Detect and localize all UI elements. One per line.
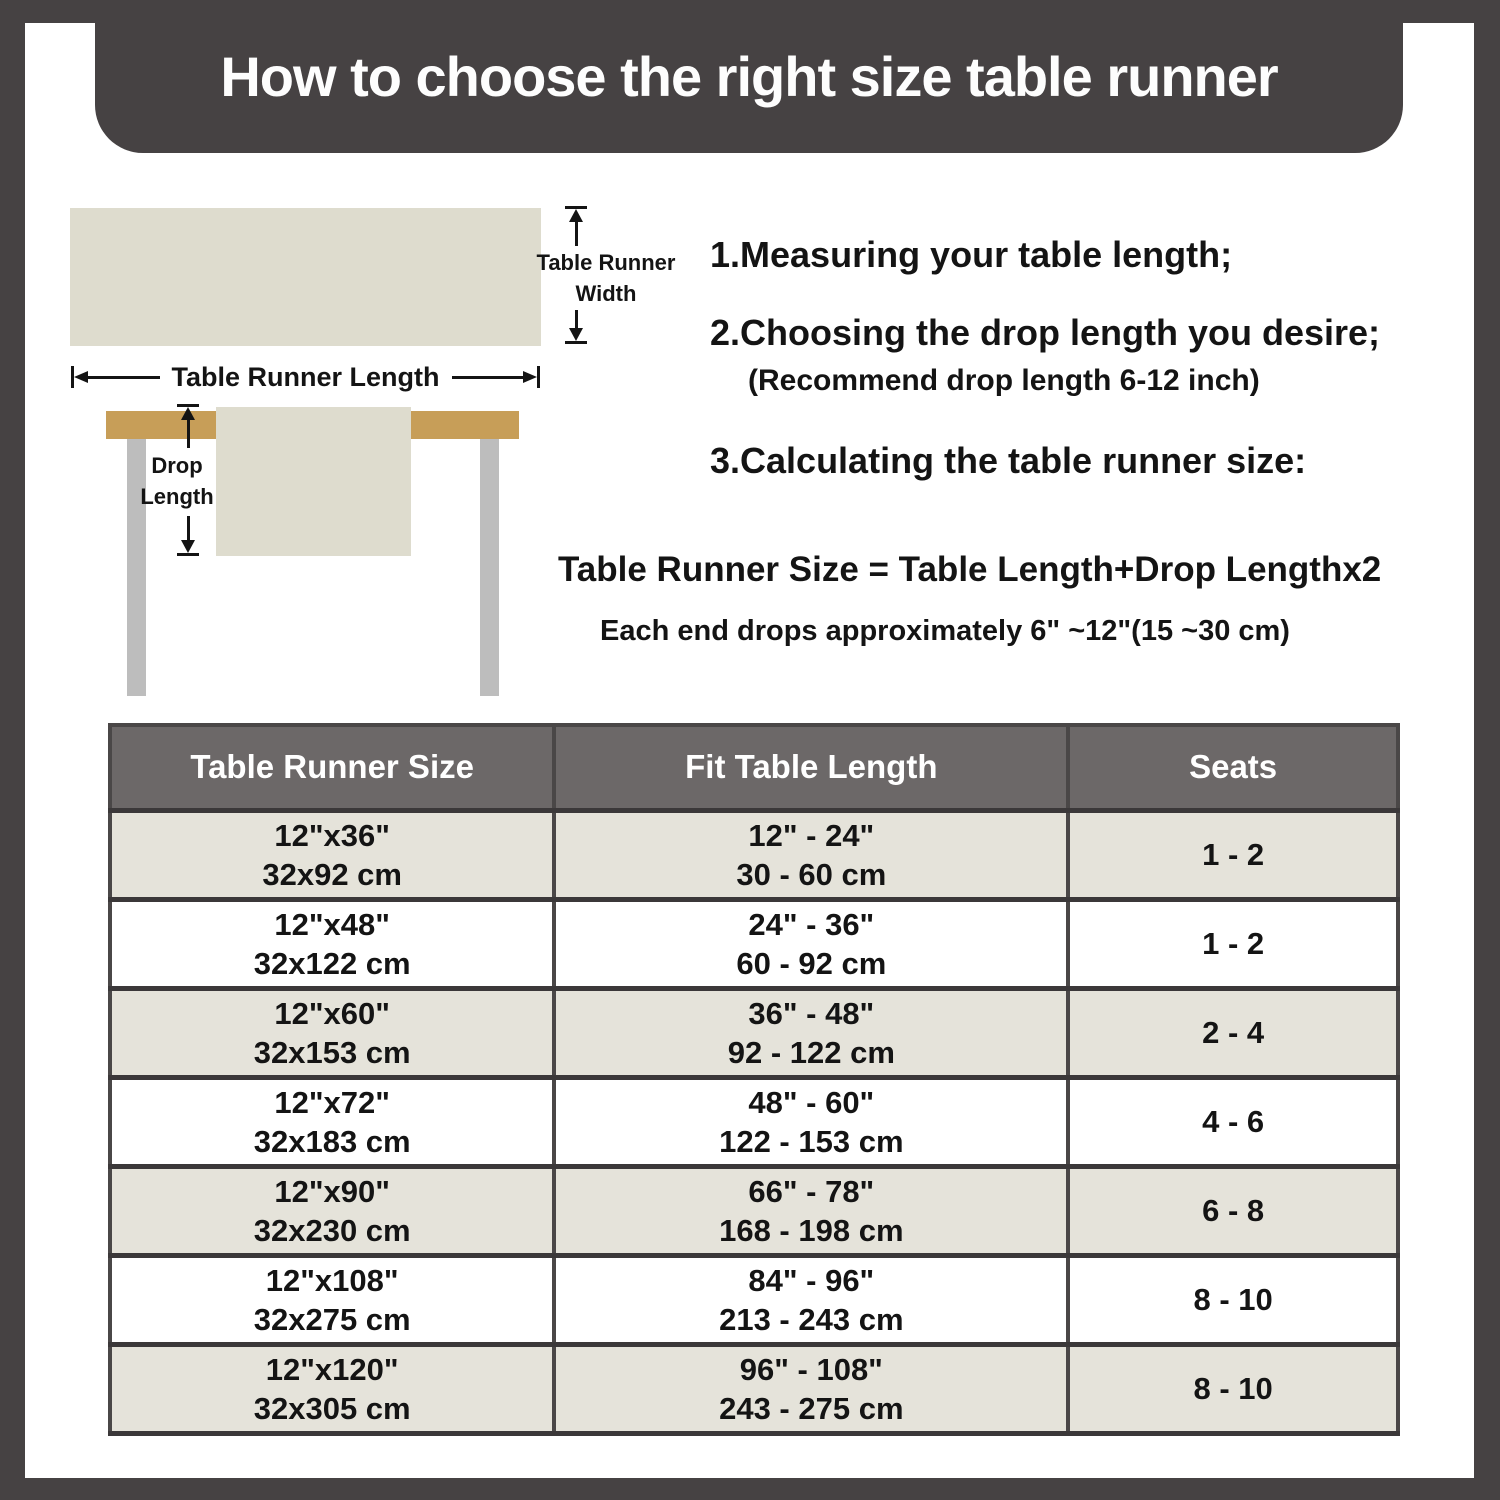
seats-cell: 2 - 4 [1068,988,1398,1077]
width-dimension-arrow-bottom [565,310,587,344]
dimension-line [575,222,578,246]
arrow-up-icon [569,209,583,222]
table-row [110,1344,1398,1433]
dimension-line [575,310,578,328]
size-cell: 12"x108" 32x275 cm [110,1255,554,1344]
seats-cell: 4 - 6 [1068,1077,1398,1166]
size-cell: 12"x36" 32x92 cm [110,810,554,899]
drop-dimension-arrow-top [177,404,199,448]
width-label: Table Runner Width [536,250,676,306]
size-cell: 12"x120" 32x305 cm [110,1344,554,1433]
table-row [110,810,1398,899]
fit-cell: 12" - 24" 30 - 60 cm [554,810,1068,899]
seats-cell: 1 - 2 [1068,810,1398,899]
title-banner [95,0,1403,153]
dimension-line [88,376,160,379]
fit-cell: 96" - 108" 243 - 275 cm [554,1344,1068,1433]
seats-cell: 6 - 8 [1068,1166,1398,1255]
size-cell: 12"x60" 32x153 cm [110,988,554,1077]
arrow-down-icon [181,540,195,553]
dimension-line [452,376,524,379]
dimension-tick [565,341,587,344]
seats-cell: 8 - 10 [1068,1344,1398,1433]
column-header-seats: Seats [1068,725,1398,810]
table-row [110,1255,1398,1344]
size-cell: 12"x72" 32x183 cm [110,1077,554,1166]
fit-cell: 36" - 48" 92 - 122 cm [554,988,1068,1077]
table-leg-right [480,439,499,696]
column-header-fit: Fit Table Length [554,725,1068,810]
length-label: Table Runner Length [171,361,440,392]
step-2: 2.Choosing the drop length you desire; [710,312,1381,353]
size-cell: 12"x48" 32x122 cm [110,899,554,988]
step-2-note: (Recommend drop length 6-12 inch) [748,364,1260,397]
table-row [110,1077,1398,1166]
drop-length-label: Drop Length [140,453,214,509]
length-dimension [71,363,540,391]
step-3: 3.Calculating the table runner size: [710,440,1307,481]
size-cell: 12"x90" 32x230 cm [110,1166,554,1255]
arrow-up-icon [181,407,195,420]
fit-cell: 84" - 96" 213 - 243 cm [554,1255,1068,1344]
table-row [110,988,1398,1077]
dimension-tick [537,366,540,388]
dimension-line [187,516,190,540]
size-formula: Table Runner Size = Table Length+Drop Lengthx2 [558,550,1382,589]
runner-top-view [70,208,541,346]
arrow-down-icon [569,328,583,341]
drop-dimension-arrow-bottom [177,516,199,556]
table-row [110,899,1398,988]
table-row [110,1166,1398,1255]
fit-cell: 24" - 36" 60 - 92 cm [554,899,1068,988]
arrow-right-icon [523,371,537,383]
header-row [110,725,1398,810]
arrow-left-icon [74,371,88,383]
page-title: How to choose the right size table runner [220,45,1278,108]
dimension-line [187,420,190,448]
step-1: 1.Measuring your table length; [710,234,1233,275]
seats-cell: 1 - 2 [1068,899,1398,988]
fit-cell: 48" - 60" 122 - 153 cm [554,1077,1068,1166]
width-dimension-arrow-top [565,206,587,246]
size-chart-table [108,723,1400,1436]
column-header-size: Table Runner Size [110,725,554,810]
fit-cell: 66" - 78" 168 - 198 cm [554,1166,1068,1255]
seats-cell: 8 - 10 [1068,1255,1398,1344]
dimension-tick [177,553,199,556]
drop-range-note: Each end drops approximately 6" ~12"(15 ~30 cm) [600,615,1290,647]
